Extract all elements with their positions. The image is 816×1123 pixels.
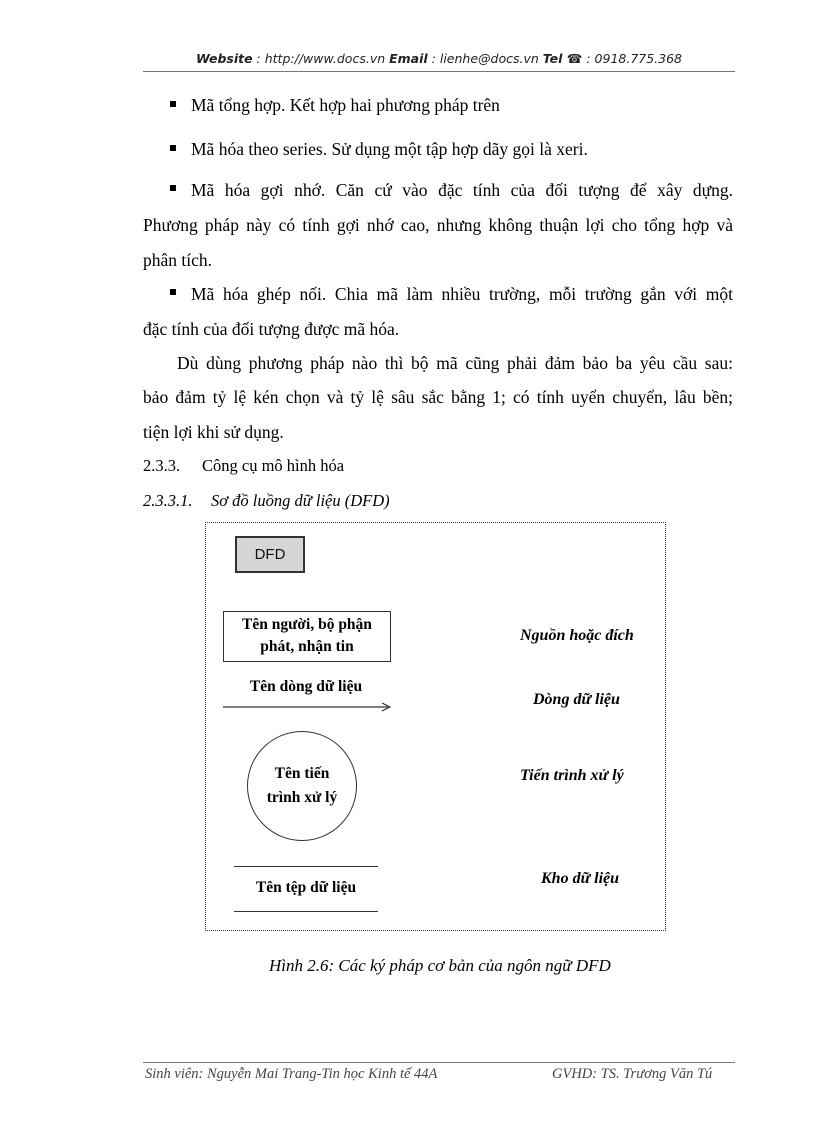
- header-divider: [143, 71, 735, 72]
- data-flow-arrow-icon: [222, 702, 394, 712]
- bullet-item-3-line-1: Mã hóa gợi nhớ. Căn cứ vào đặc tính của đối tượng để xây dựng.: [191, 180, 733, 200]
- footer-student: Sinh viên: Nguyễn Mai Trang-Tin học Kinh tế 44A: [145, 1066, 438, 1082]
- data-store-top-line: [234, 866, 378, 867]
- external-entity-symbol: [223, 611, 391, 662]
- legend-entity: Nguồn hoặc đích: [520, 627, 634, 644]
- bullet-item-4-line-1: Mã hóa ghép nối. Chia mã làm nhiều trường, mỗi trường gắn với một: [191, 284, 733, 304]
- website-value: : http://www.docs.vn: [252, 51, 390, 66]
- tel-label: Tel ☎: [542, 51, 583, 66]
- legend-process: Tiến trình xử lý: [520, 767, 624, 784]
- bullet-item-2: Mã hóa theo series. Sử dụng một tập hợp dãy gọi là xeri.: [191, 139, 588, 159]
- entity-label-line-1: Tên người, bộ phận: [242, 616, 372, 633]
- footer-divider: [143, 1062, 735, 1063]
- email-label: Email: [389, 51, 428, 66]
- bullet-item-3-line-3: phân tích.: [143, 250, 213, 270]
- legend-store: Kho dữ liệu: [541, 870, 620, 887]
- footer-advisor: GVHD: TS. Trương Văn Tú: [552, 1066, 713, 1082]
- subsection-number: 2.3.3.1.: [143, 491, 193, 510]
- subsection-title: Sơ đồ luồng dữ liệu (DFD): [211, 491, 390, 510]
- dfd-title-box: DFD: [235, 536, 305, 573]
- data-flow-label: Tên dòng dữ liệu: [249, 678, 363, 695]
- website-label: Website: [195, 51, 253, 66]
- bullet-item-3-line-2: Phương pháp này có tính gợi nhớ cao, nhưng không thuận lợi cho tổng hợp và: [143, 215, 733, 235]
- bullet-icon: [170, 101, 176, 107]
- paragraph-line-2: bảo đảm tỷ lệ kén chọn và tỷ lệ sâu sắc bằng 1; có tính uyển chuyển, lâu bền;: [143, 387, 733, 407]
- process-symbol: [247, 731, 357, 841]
- bullet-item-1: Mã tổng hợp. Kết hợp hai phương pháp trên: [191, 95, 500, 115]
- bullet-icon: [170, 289, 176, 295]
- paragraph-line-1: Dù dùng phương pháp nào thì bộ mã cũng phải đảm bảo ba yêu cầu sau:: [177, 353, 733, 373]
- section-number: 2.3.3.: [143, 456, 181, 475]
- legend-flow: Dòng dữ liệu: [533, 691, 620, 708]
- figure-caption: Hình 2.6: Các ký pháp cơ bản của ngôn ngữ DFD: [269, 956, 611, 975]
- bullet-item-4-line-2: đặc tính của đối tượng được mã hóa.: [143, 319, 400, 339]
- paragraph-line-3: tiện lợi khi sử dụng.: [143, 422, 284, 442]
- bullet-icon: [170, 185, 176, 191]
- entity-label-line-2: phát, nhận tin: [260, 638, 354, 655]
- data-store-label: Tên tệp dữ liệu: [255, 879, 357, 896]
- tel-value: : 0918.775.368: [582, 51, 683, 66]
- process-label-line-2: trình xử lý: [266, 789, 338, 806]
- email-value: : lienhe@docs.vn: [427, 51, 543, 66]
- section-title: Công cụ mô hình hóa: [202, 456, 345, 475]
- page-header: [143, 51, 735, 66]
- bullet-icon: [170, 145, 176, 151]
- process-label-line-1: Tên tiến: [274, 765, 330, 782]
- data-store-bottom-line: [234, 911, 378, 912]
